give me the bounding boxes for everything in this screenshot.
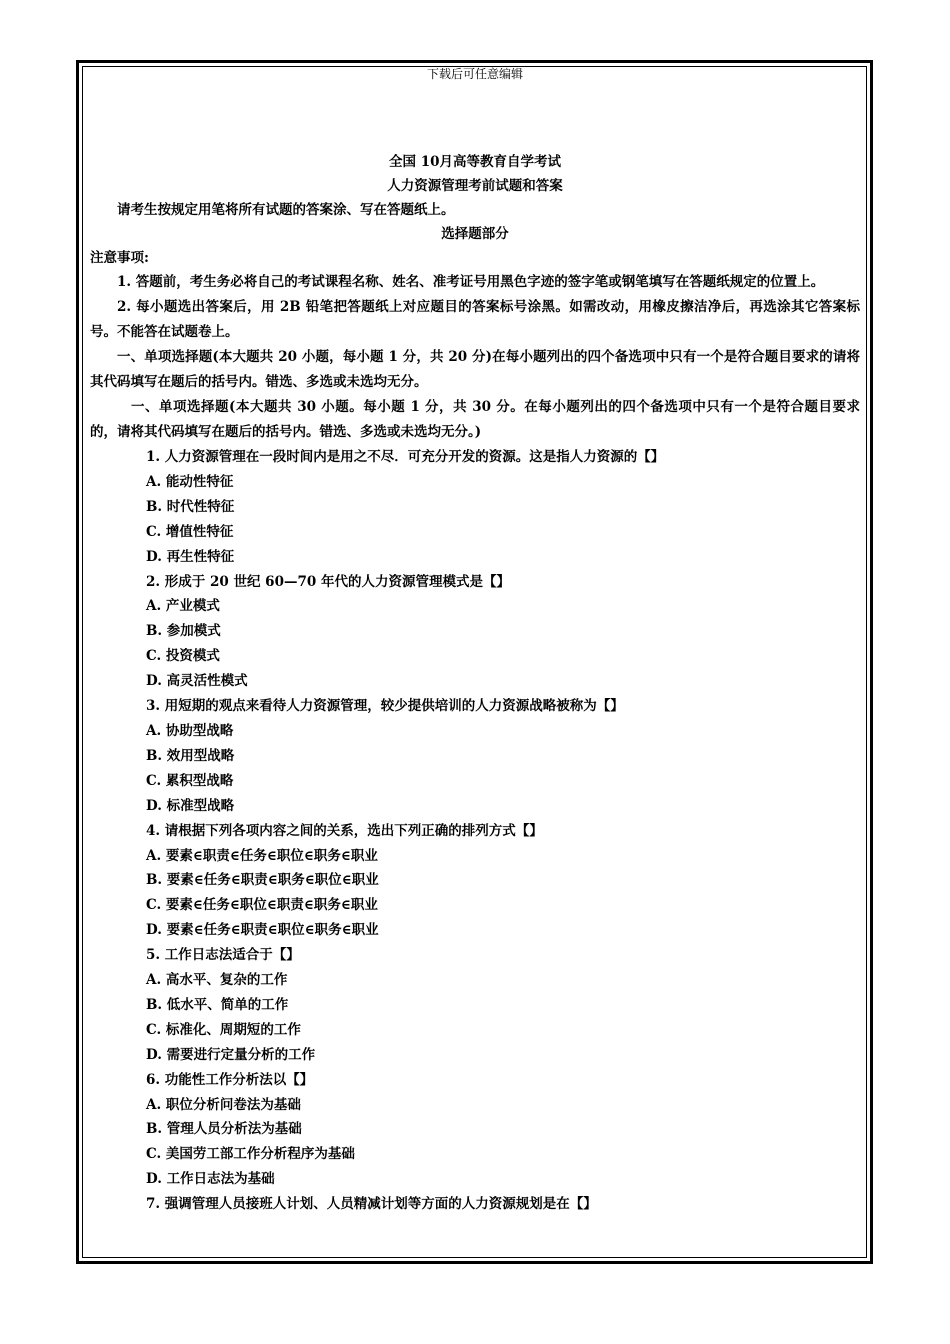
question-2-option-c: C. 投资模式 [146, 648, 220, 665]
question-3-option-c: C. 累积型战略 [146, 772, 234, 789]
question-1: 1. 人力资源管理在一段时间内是用之不尽．可充分开发的资源。这是指人力资源的【】 [146, 449, 665, 465]
exam-title: 全国 10月高等教育自学考试 [389, 154, 561, 170]
question-6: 6. 功能性工作分析法以【】 [146, 1071, 314, 1088]
question-5-option-a: A. 高水平、复杂的工作 [146, 972, 288, 989]
section-instructions-2: 一、单项选择题(本大题共 30 小题。每小题 1 分，共 30 分。在每小题列出的四个备选项中只有一个是符合题目要求的，请将其代码填写在题后的括号内。错选、多选或未选均无分。) [90, 399, 860, 440]
section-title: 选择题部分 [441, 226, 509, 242]
question-4-option-b: B. 要素∈任务∈职责∈职务∈职位∈职业 [146, 872, 379, 889]
question-4: 4. 请根据下列各项内容之间的关系，选出下列正确的排列方式【】 [146, 822, 543, 839]
question-5-option-c: C. 标准化、周期短的工作 [146, 1021, 301, 1038]
question-6-option-d: D. 工作日志法为基础 [146, 1171, 275, 1188]
question-1-option-a: A. 能动性特征 [146, 473, 234, 490]
question-4-option-c: C. 要素∈任务∈职位∈职责∈职务∈职业 [146, 897, 378, 914]
header-note: 下载后可任意编辑 [426, 67, 523, 81]
notes-label: 注意事项: [90, 250, 149, 266]
question-1-option-c: C. 增值性特征 [146, 523, 234, 540]
question-list [90, 445, 860, 1217]
question-5-option-b: B. 低水平、简单的工作 [146, 996, 289, 1013]
question-3-option-d: D. 标准型战略 [146, 797, 235, 814]
question-6-option-b: B. 管理人员分析法为基础 [146, 1121, 302, 1138]
question-6-option-c: C. 美国劳工部工作分析程序为基础 [146, 1146, 355, 1163]
document-body [90, 66, 860, 1217]
question-3-option-a: A. 协助型战略 [146, 722, 234, 739]
note-item-1: 1. 答题前，考生务必将自己的考试课程名称、姓名、准考证号用黑色字迹的签字笔或钢笔填写在答题纸规定的位置上。 [117, 274, 825, 290]
question-1-option-d: D. 再生性特征 [146, 548, 235, 565]
note-item-2: 2. 每小题选出答案后，用 2B 铅笔把答题纸上对应题目的答案标号涂黑。如需改动，用橡皮擦洁净后，再选涂其它答案标号。不能答在试题卷上。 [90, 299, 860, 340]
intro-text: 请考生按规定用笔将所有试题的答案涂、写在答题纸上。 [117, 202, 455, 218]
question-4-option-d: D. 要素∈任务∈职责∈职位∈职务∈职业 [146, 922, 379, 939]
question-2-option-a: A. 产业模式 [146, 598, 220, 615]
question-1-option-b: B. 时代性特征 [146, 498, 235, 515]
question-3-option-b: B. 效用型战略 [146, 747, 235, 764]
question-4-option-a: A. 要素∈职责∈任务∈职位∈职务∈职业 [146, 847, 378, 864]
question-2-option-b: B. 参加模式 [146, 623, 221, 640]
question-2-option-d: D. 高灵活性模式 [146, 673, 248, 690]
question-5: 5. 工作日志法适合于【】 [146, 947, 300, 964]
question-2: 2. 形成于 20 世纪 60—70 年代的人力资源管理模式是【】 [146, 573, 510, 590]
question-6-option-a: A. 职位分析问卷法为基础 [146, 1096, 301, 1113]
question-5-option-d: D. 需要进行定量分析的工作 [146, 1046, 316, 1063]
question-7: 7. 强调管理人员接班人计划、人员精减计划等方面的人力资源规划是在【】 [146, 1196, 597, 1213]
exam-subtitle: 人力资源管理考前试题和答案 [387, 178, 563, 194]
question-3: 3. 用短期的观点来看待人力资源管理，较少提供培训的人力资源战略被称为【】 [146, 698, 624, 715]
section-instructions-1: 一、单项选择题(本大题共 20 小题，每小题 1 分，共 20 分)在每小题列出的四个备选项中只有一个是符合题目要求的请将其代码填写在题后的括号内。错选、多选或未选均无分。 [90, 349, 860, 390]
